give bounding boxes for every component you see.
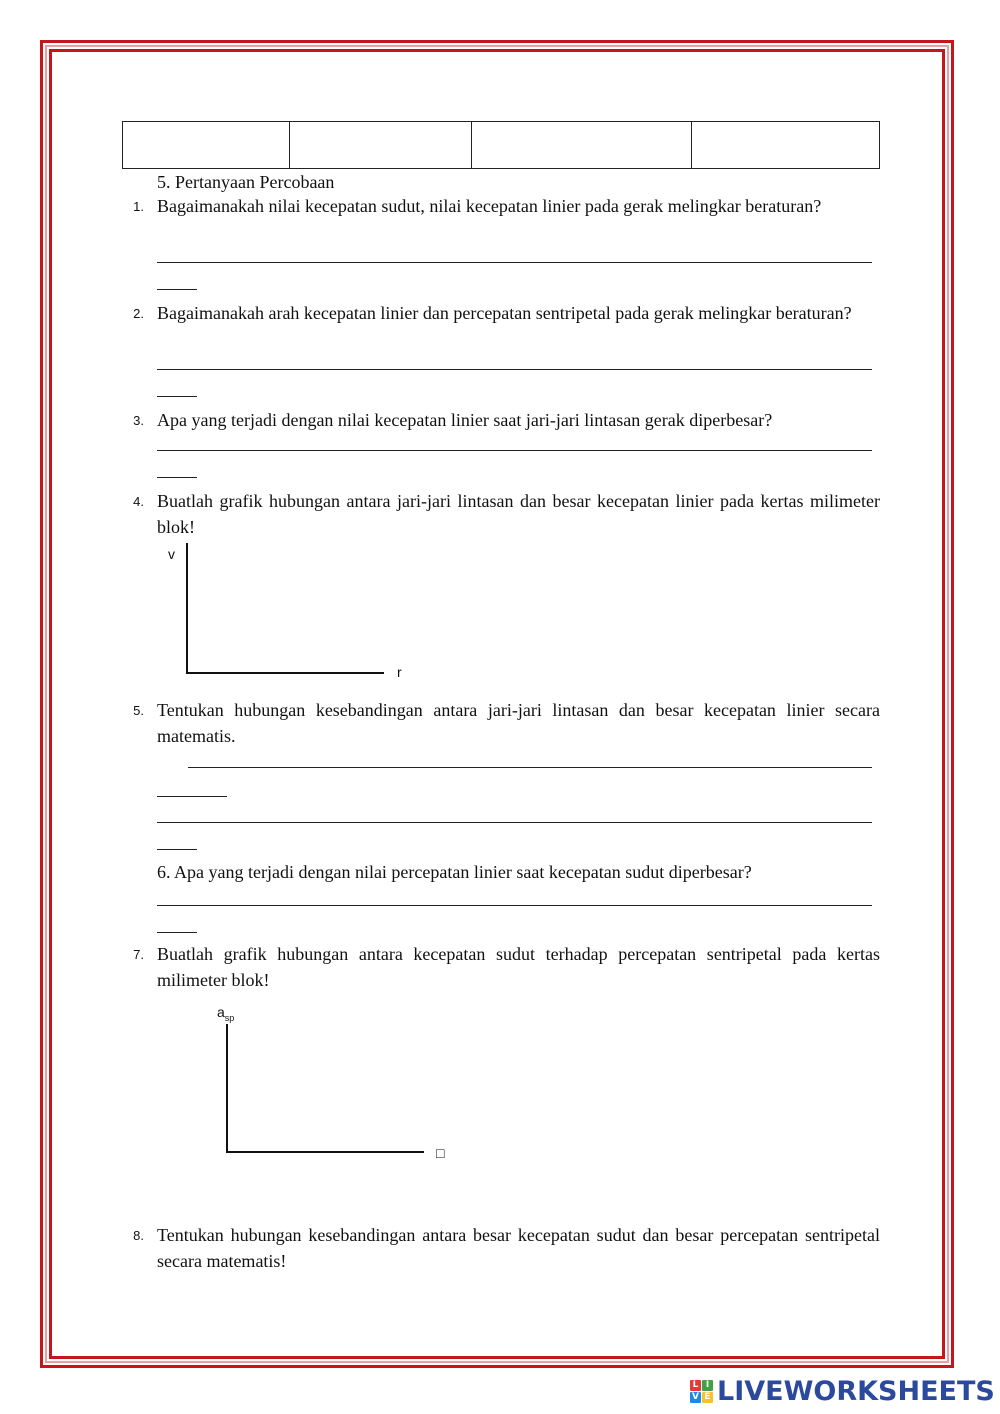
liveworksheets-footer xyxy=(690,1376,995,1406)
answer-line[interactable] xyxy=(157,932,197,933)
logo-letter: I xyxy=(702,1380,713,1391)
answer-line[interactable] xyxy=(188,767,872,768)
question-number: 1. xyxy=(133,199,144,214)
graph2-x-axis xyxy=(226,1151,424,1153)
logo-letter: V xyxy=(690,1392,701,1403)
answer-line[interactable] xyxy=(157,905,872,906)
question-text: Apa yang terjadi dengan nilai kecepatan linier saat jari-jari lintasan gerak diperbesar? xyxy=(157,410,773,430)
answer-line[interactable] xyxy=(157,849,197,850)
answer-line[interactable] xyxy=(157,796,227,797)
question-number: 3. xyxy=(133,413,144,428)
question-number: 2. xyxy=(133,306,144,321)
logo-letter: L xyxy=(690,1380,701,1391)
question-number: 7. xyxy=(133,947,144,962)
graph1-y-axis xyxy=(186,543,188,674)
answer-line[interactable] xyxy=(157,262,872,263)
question-1 xyxy=(122,193,880,219)
answer-line[interactable] xyxy=(157,450,872,451)
question-text: Tentukan hubungan kesebandingan antara besar kecepatan sudut dan besar percepatan sentripetal secara matematis! xyxy=(157,1225,880,1271)
graph2-x-label: □ xyxy=(436,1145,445,1161)
table-cell[interactable] xyxy=(123,122,290,169)
question-7 xyxy=(122,941,880,993)
answer-line[interactable] xyxy=(157,289,197,290)
question-text: Tentukan hubungan kesebandingan antara jari-jari lintasan dan besar kecepatan linier secara matematis. xyxy=(157,700,880,746)
table-row xyxy=(123,122,880,169)
graph1-y-label: v xyxy=(168,546,175,562)
graph1-x-axis xyxy=(186,672,384,674)
question-text: Buatlah grafik hubungan antara kecepatan sudut terhadap percepatan sentripetal pada kertas milimeter blok! xyxy=(157,944,880,990)
question-2 xyxy=(122,300,880,326)
data-table xyxy=(122,121,880,169)
table-cell[interactable] xyxy=(290,122,472,169)
answer-line[interactable] xyxy=(157,369,872,370)
table-cell[interactable] xyxy=(472,122,692,169)
question-8 xyxy=(122,1222,880,1274)
section-title: 5. Pertanyaan Percobaan xyxy=(157,172,335,192)
question-4 xyxy=(122,488,880,540)
question-text: Bagaimanakah nilai kecepatan sudut, nilai kecepatan linier pada gerak melingkar beraturan? xyxy=(157,196,822,216)
question-text: 6. Apa yang terjadi dengan nilai percepatan linier saat kecepatan sudut diperbesar? xyxy=(157,862,752,882)
question-text: Bagaimanakah arah kecepatan linier dan percepatan sentripetal pada gerak melingkar beraturan? xyxy=(157,303,852,323)
logo-letter: E xyxy=(702,1392,713,1403)
question-number: 8. xyxy=(133,1228,144,1243)
graph2-y-label: $a_{sp}$ xyxy=(217,1004,235,1023)
table-cell[interactable] xyxy=(692,122,880,169)
graph2-y-axis xyxy=(226,1024,228,1153)
brand-name: LIVEWORKSHEETS xyxy=(717,1375,995,1407)
question-3 xyxy=(122,407,880,433)
answer-line[interactable] xyxy=(157,396,197,397)
question-5 xyxy=(122,697,880,749)
graph1-x-label: r xyxy=(397,664,402,680)
question-number: 5. xyxy=(133,703,144,718)
answer-line[interactable] xyxy=(157,477,197,478)
question-number: 4. xyxy=(133,494,144,509)
liveworksheets-logo-icon xyxy=(690,1380,713,1403)
question-6 xyxy=(122,859,880,885)
answer-line[interactable] xyxy=(157,822,872,823)
question-text: Buatlah grafik hubungan antara jari-jari lintasan dan besar kecepatan linier pada kertas milimeter blok! xyxy=(157,491,880,537)
